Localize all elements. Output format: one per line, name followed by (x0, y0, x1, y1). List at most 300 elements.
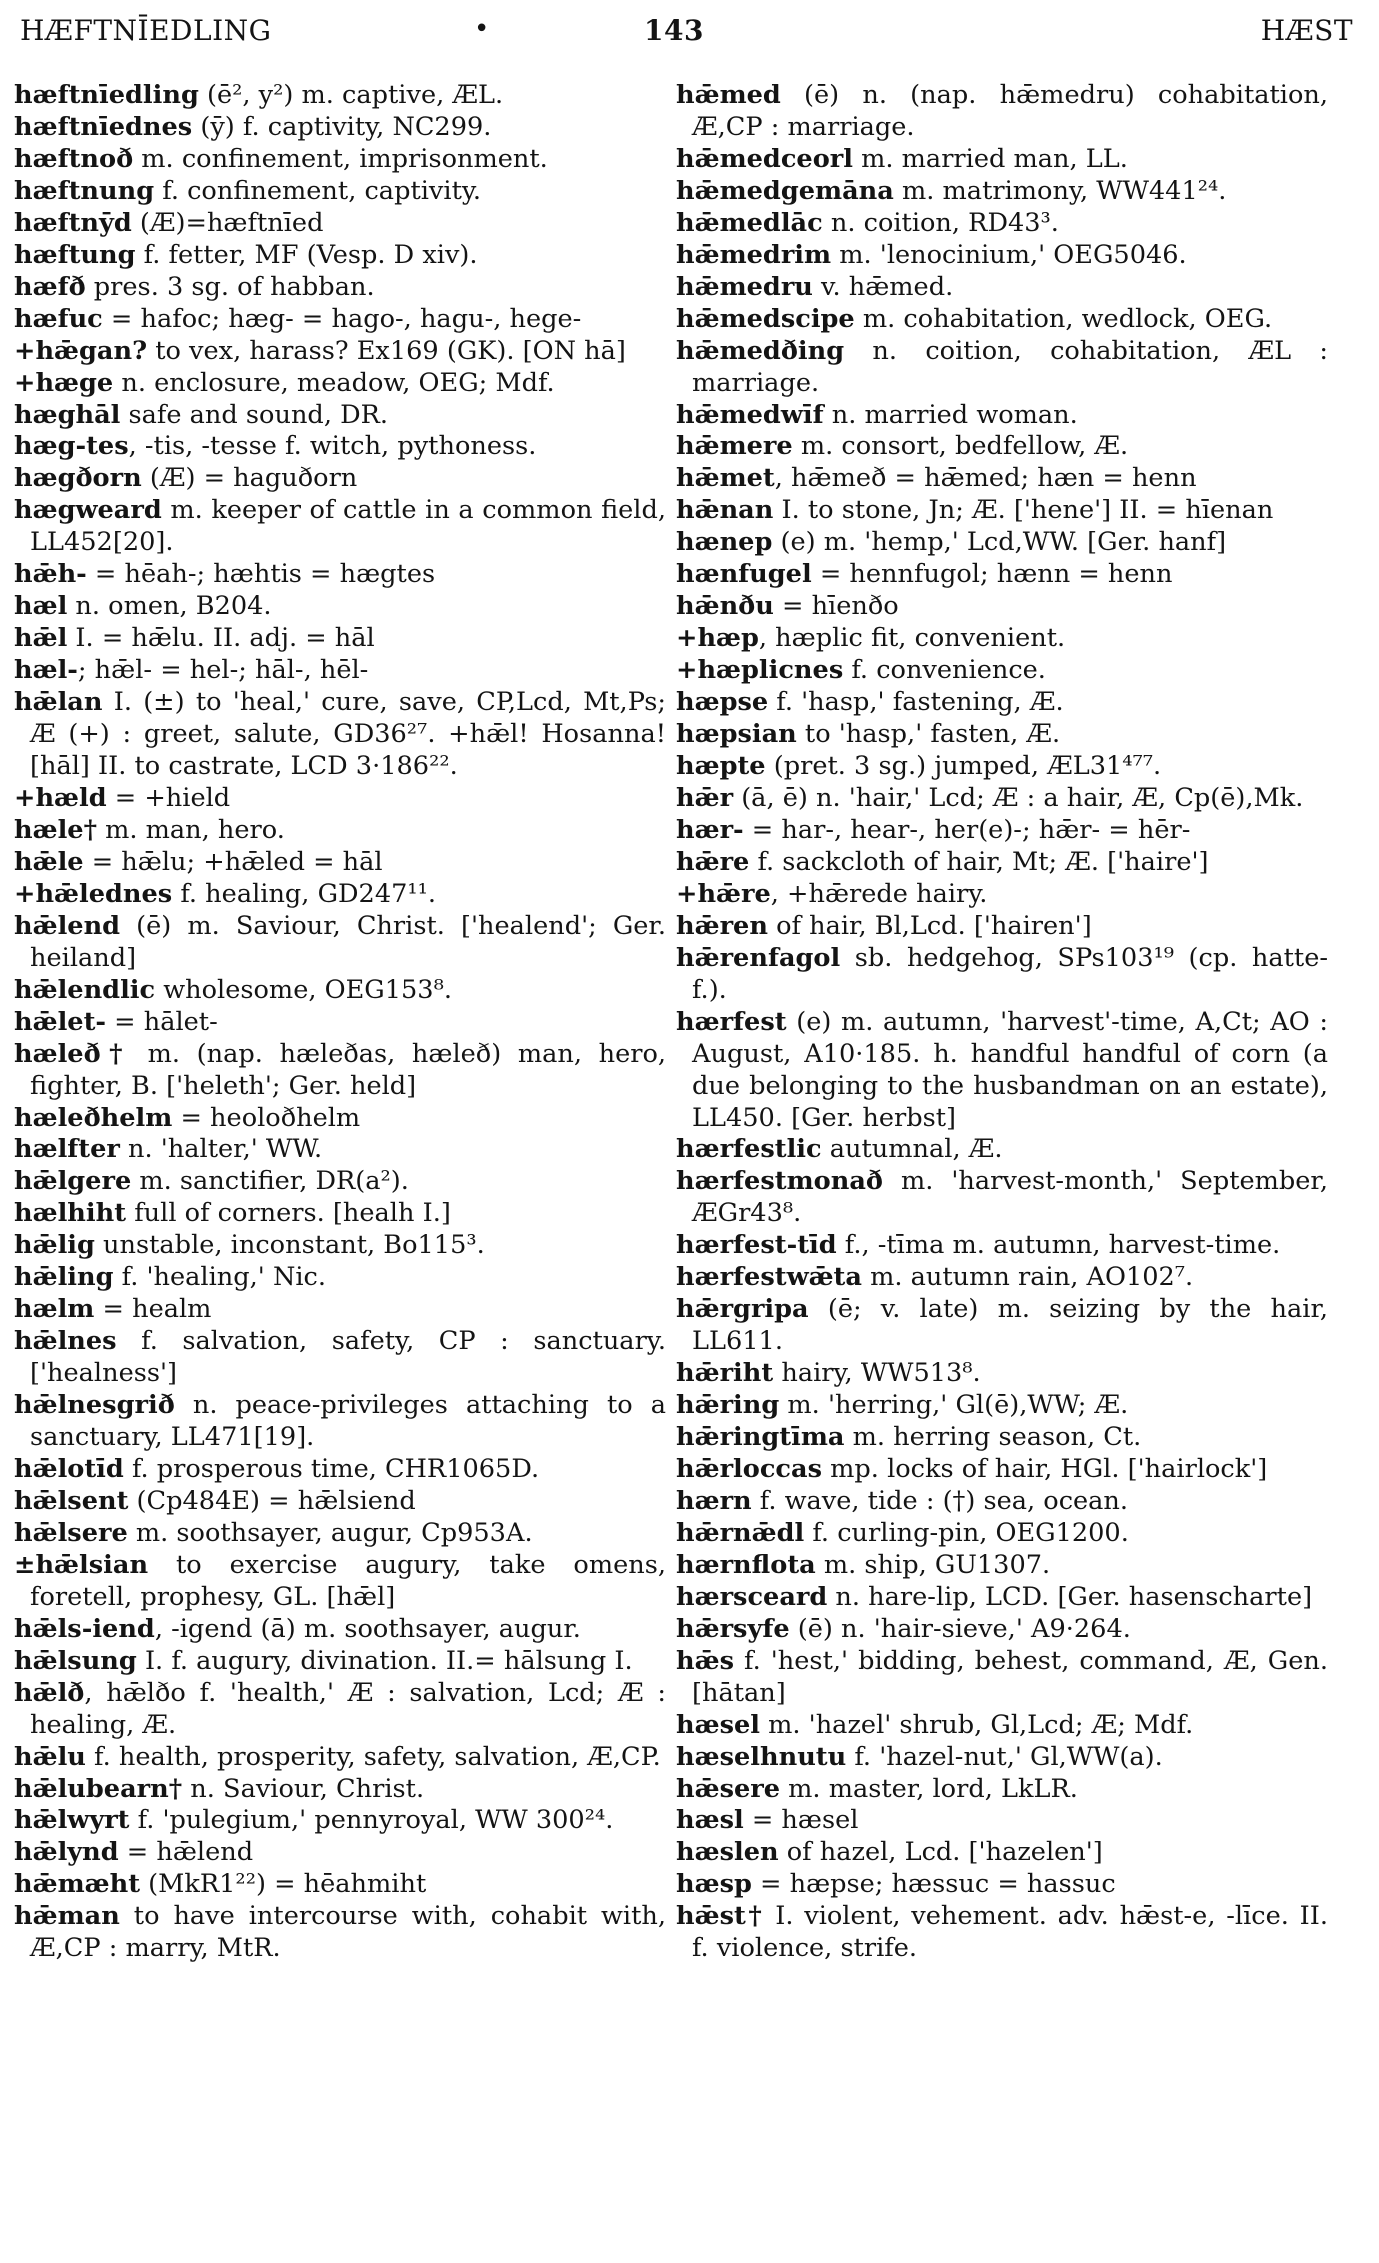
entry-definition: f. 'hest,' bidding, behest, command, Æ, Gen. [hātan] (692, 1645, 1328, 1708)
entry-definition: n. 'halter,' WW. (119, 1134, 323, 1165)
dictionary-entry (14, 495, 666, 559)
dictionary-entry (676, 879, 1328, 911)
entry-definition: m. cohabitation, wedlock, OEG. (854, 303, 1273, 334)
entry-definition: f. 'healing,' Nic. (113, 1262, 327, 1293)
entry-headword: hǣlet- (14, 1006, 107, 1037)
entry-headword: hǣh- (14, 559, 87, 590)
entry-definition: of hazel, Lcd. ['hazelen'] (778, 1837, 1103, 1868)
entry-headword: hǣlan (14, 687, 103, 718)
entry-headword: hǣrloccas (676, 1453, 823, 1484)
left-column (14, 80, 666, 1965)
entry-definition: sb. hedgehog, SPs103¹⁹ (cp. hatte-f.). (692, 942, 1328, 1005)
entry-definition: n. omen, B204. (67, 591, 272, 622)
dictionary-entry (676, 1262, 1328, 1294)
dictionary-entry (14, 847, 666, 879)
entry-definition: (ē) n. (nap. hǣmedru) cohabitation, Æ,CP : marriage. (692, 80, 1328, 142)
entry-headword: ±hǣlsian (14, 1549, 149, 1580)
entry-headword: hǣlubearn† (14, 1773, 183, 1804)
entry-headword: hægweard (14, 495, 162, 526)
entry-headword: hærn (676, 1485, 752, 1516)
dictionary-entry (14, 144, 666, 176)
entry-definition: , hǣlðo f. 'health,' Æ : salvation, Lcd; Æ : healing, Æ. (30, 1677, 666, 1740)
dictionary-entry (676, 1007, 1328, 1135)
entry-definition: n. hare-lip, LCD. [Ger. hasenscharte] (827, 1581, 1313, 1612)
entry-headword: hæl (14, 591, 68, 622)
entry-headword: hǣmedscipe (676, 303, 855, 334)
entry-headword: hǣle (14, 846, 84, 877)
dictionary-entry (14, 687, 666, 783)
dictionary-entry (14, 1166, 666, 1198)
entry-definition: to vex, harass? Ex169 (GK). [ON hā] (147, 335, 626, 366)
entry-headword: hǣlwyrt (14, 1805, 130, 1836)
entry-headword: hæfð (14, 271, 86, 302)
dictionary-entry (14, 1869, 666, 1901)
entry-definition: = hǣlend (118, 1837, 254, 1868)
entry-headword: hæpte (676, 751, 766, 782)
entry-definition: I. (±) to 'heal,' cure, save, CP,Lcd, Mt,Ps; Æ (+) : greet, salute, GD36²⁷. +hǣl! Hosanna! [hāl] II. to castrate, LCD 3·186²². (30, 687, 666, 782)
entry-headword: hǣlynd (14, 1837, 119, 1868)
entry-definition: = hæpse; hæssuc = hassuc (751, 1869, 1116, 1900)
dictionary-entry (676, 1358, 1328, 1390)
dictionary-entry (14, 911, 666, 975)
entry-headword: hǣlu (14, 1741, 86, 1772)
entry-headword: hǣmet (676, 463, 775, 494)
entry-headword: +hæplicnes (676, 655, 844, 686)
dictionary-entry (676, 687, 1328, 719)
entry-headword: hǣlendlic (14, 974, 156, 1005)
dictionary-entry (676, 1901, 1328, 1965)
dictionary-entry (676, 272, 1328, 304)
entry-definition: (e) m. 'hemp,' Lcd,WW. [Ger. hanf] (772, 527, 1227, 558)
entry-definition: to have intercourse with, cohabit with, Æ,CP : marry, MtR. (30, 1901, 666, 1964)
dictionary-entry (676, 240, 1328, 272)
entry-headword: hǣr (676, 782, 734, 813)
dictionary-entry (676, 1742, 1328, 1774)
entry-headword: +hǣre (676, 878, 771, 909)
entry-headword: hænfugel (676, 559, 812, 590)
dictionary-entry (14, 1742, 666, 1774)
entry-headword: hǣlotīd (14, 1453, 124, 1484)
entry-headword: hǣlnesgrið (14, 1390, 175, 1421)
dictionary-entry (676, 463, 1328, 495)
entry-headword: hǣmedru (676, 271, 813, 302)
entry-definition: f. convenience. (843, 655, 1046, 686)
dictionary-entry (14, 463, 666, 495)
entry-definition: = healm (94, 1294, 212, 1325)
dictionary-entry (676, 911, 1328, 943)
dictionary-entry (676, 1230, 1328, 1262)
entry-headword: hǣlnes (14, 1326, 117, 1357)
entry-headword: hǣren (676, 910, 768, 941)
dictionary-entry (14, 1007, 666, 1039)
entry-headword: hæsel (676, 1709, 760, 1740)
entry-definition: n. peace-privileges attaching to a sanctuary, LL471[19]. (30, 1390, 666, 1453)
entry-headword: hæfuc (14, 303, 103, 334)
entry-definition: = hafoc; hæg- = hago-, hagu-, hege- (102, 303, 582, 334)
entry-definition: = heoloðhelm (172, 1102, 361, 1133)
dictionary-entry (14, 623, 666, 655)
entry-definition: n. enclosure, meadow, OEG; Mdf. (113, 367, 555, 398)
entry-headword: hærfestmonað (676, 1166, 883, 1197)
entry-definition: (Cp484E) = hǣlsiend (128, 1485, 416, 1516)
dictionary-entry (14, 783, 666, 815)
dictionary-entry (14, 431, 666, 463)
entry-definition: , -tis, -tesse f. witch, pythoness. (128, 431, 537, 462)
entry-headword: hæleð† (14, 1038, 131, 1069)
entry-headword: hǣrgripa (676, 1294, 809, 1325)
entry-definition: m. herring season, Ct. (844, 1422, 1142, 1453)
header-first-word: HÆFTNĪEDLING (20, 14, 272, 47)
entry-definition: (pret. 3 sg.) jumped, ÆL31⁴⁷⁷. (765, 751, 1162, 782)
entry-headword: hæsl (676, 1805, 744, 1836)
dictionary-entry (14, 1486, 666, 1518)
right-column (676, 80, 1328, 1965)
entry-headword: hælm (14, 1294, 95, 1325)
entry-definition: = hæsel (743, 1805, 859, 1836)
entry-headword: hægðorn (14, 463, 142, 494)
entry-headword: hæg-tes (14, 431, 129, 462)
dictionary-entry (676, 847, 1328, 879)
entry-definition: n. coition, cohabitation, ÆL : marriage. (692, 335, 1328, 398)
entry-definition: m. keeper of cattle in a common field, LL452[20]. (30, 495, 666, 558)
entry-definition: m. 'harvest-month,' September, ÆGr43⁸. (692, 1166, 1328, 1229)
entry-definition: ; hǣl- = hel-; hāl-, hēl- (77, 655, 369, 686)
entry-definition: (Æ) = haguðorn (141, 463, 358, 494)
entry-headword: hǣlsung (14, 1645, 137, 1676)
entry-headword: hǣsere (676, 1773, 781, 1804)
entry-definition: (e) m. autumn, 'harvest'-time, A,Ct; AO : August, A10·185. h. handful handful of corn (a due belonging to the husbandman on an estate), LL450. [Ger. herbst] (692, 1006, 1328, 1133)
dictionary-entry (676, 783, 1328, 815)
entry-headword: hǣlð (14, 1677, 85, 1708)
entry-headword: hǣlgere (14, 1166, 132, 1197)
dictionary-entry (14, 1134, 666, 1166)
entry-headword: hærsceard (676, 1581, 828, 1612)
dictionary-entry (676, 591, 1328, 623)
entry-headword: +hǣlednes (14, 878, 173, 909)
dictionary-entry (14, 304, 666, 336)
dictionary-entry (14, 1039, 666, 1103)
entry-headword: hæftnīednes (14, 111, 193, 142)
dictionary-entry (676, 1454, 1328, 1486)
entry-definition: m. married man, LL. (852, 143, 1128, 174)
dictionary-entry (14, 176, 666, 208)
entry-headword: hǣst† (676, 1901, 765, 1932)
dictionary-entry (676, 1614, 1328, 1646)
dictionary-entry (676, 1166, 1328, 1230)
dictionary-entry (676, 144, 1328, 176)
entry-definition: I. = hǣlu. II. adj. = hāl (67, 623, 375, 654)
entry-definition: I. to stone, Jn; Æ. ['hene'] II. = hīenan (773, 495, 1274, 526)
entry-definition: (ȳ) f. captivity, NC299. (192, 111, 492, 142)
entry-headword: hǣmedwīf (676, 399, 824, 430)
entry-headword: hæghāl (14, 399, 121, 430)
entry-headword: hǣringtīma (676, 1422, 845, 1453)
entry-headword: hǣmere (676, 431, 793, 462)
entry-headword: hæftnung (14, 175, 155, 206)
dictionary-entry (676, 1869, 1328, 1901)
entry-headword: hær- (676, 814, 744, 845)
header-ornament: • (474, 14, 490, 44)
entry-headword: hǣlsent (14, 1485, 129, 1516)
dictionary-entry (14, 1198, 666, 1230)
entry-definition: f. sackcloth of hair, Mt; Æ. ['haire'] (749, 846, 1209, 877)
entry-definition: n. married woman. (823, 399, 1078, 430)
entry-definition: wholesome, OEG153⁸. (155, 974, 452, 1005)
entry-definition: = +hield (106, 782, 231, 813)
entry-headword: hǣring (676, 1390, 780, 1421)
entry-definition: = hǣlu; +hǣled = hāl (83, 846, 383, 877)
entry-definition: = hālet- (106, 1006, 218, 1037)
entry-headword: hærfestlic (676, 1134, 822, 1165)
entry-definition: m. consort, bedfellow, Æ. (792, 431, 1129, 462)
entry-headword: hǣrsyfe (676, 1613, 790, 1644)
entry-definition: , hǣmeð = hǣmed; hæn = henn (774, 463, 1197, 494)
dictionary-entry (676, 1582, 1328, 1614)
dictionary-entry (14, 655, 666, 687)
entry-definition: to exercise augury, take omens, foretell, prophesy, GL. [hǣl] (30, 1549, 666, 1612)
dictionary-entry (14, 1901, 666, 1965)
dictionary-entry (14, 1774, 666, 1806)
entry-headword: hǣnðu (676, 591, 774, 622)
dictionary-entry (676, 176, 1328, 208)
entry-headword: hæleðhelm (14, 1102, 173, 1133)
entry-definition: pres. 3 sg. of habban. (85, 271, 375, 302)
dictionary-entry (14, 559, 666, 591)
entry-definition: of hair, Bl,Lcd. ['hairen'] (767, 910, 1092, 941)
entry-definition: = hennfugol; hænn = henn (811, 559, 1173, 590)
dictionary-entry (676, 304, 1328, 336)
entry-definition: f. fetter, MF (Vesp. D xiv). (135, 239, 478, 270)
entry-definition: mp. locks of hair, HGl. ['hairlock'] (822, 1453, 1268, 1484)
dictionary-entry (676, 1774, 1328, 1806)
entry-headword: hǣs (676, 1645, 734, 1676)
dictionary-entry (14, 1262, 666, 1294)
entry-definition: (ē) m. Saviour, Christ. ['healend'; Ger. heiland] (30, 910, 666, 973)
dictionary-entry (676, 1646, 1328, 1710)
entry-definition: m. 'hazel' shrub, Gl,Lcd; Æ; Mdf. (759, 1709, 1194, 1740)
entry-headword: +hæge (14, 367, 114, 398)
entry-headword: hǣmæht (14, 1869, 141, 1900)
dictionary-entry (676, 1550, 1328, 1582)
dictionary-entry (676, 495, 1328, 527)
entry-headword: +hæld (14, 782, 107, 813)
entry-headword: hǣlig (14, 1230, 95, 1261)
dictionary-entry (676, 400, 1328, 432)
entry-definition: n. Saviour, Christ. (182, 1773, 425, 1804)
dictionary-entry (14, 208, 666, 240)
dictionary-entry (676, 1805, 1328, 1837)
entry-definition: = hīenðo (773, 591, 899, 622)
entry-definition: m. ship, GU1307. (815, 1549, 1051, 1580)
dictionary-entry (14, 1103, 666, 1135)
dictionary-entry (676, 719, 1328, 751)
dictionary-entry (676, 1486, 1328, 1518)
entry-definition: n. coition, RD43³. (822, 207, 1059, 238)
entry-headword: hæslen (676, 1837, 779, 1868)
entry-definition: (ē) n. 'hair-sieve,' A9·264. (789, 1613, 1131, 1644)
dictionary-entry (14, 1230, 666, 1262)
entry-headword: hǣmed (676, 80, 781, 110)
dictionary-entry (14, 368, 666, 400)
entry-definition: f. confinement, captivity. (154, 175, 482, 206)
dictionary-entry (676, 431, 1328, 463)
dictionary-entry (14, 336, 666, 368)
entry-definition: unstable, inconstant, Bo115³. (94, 1230, 485, 1261)
entry-headword: hǣriht (676, 1358, 774, 1389)
dictionary-entry (676, 1422, 1328, 1454)
entry-headword: hǣmedlāc (676, 207, 823, 238)
entry-headword: hǣman (14, 1901, 120, 1932)
dictionary-entry (676, 208, 1328, 240)
entry-definition: f. 'hasp,' fastening, Æ. (768, 687, 1064, 718)
entry-headword: hæl- (14, 655, 78, 686)
entry-definition: f., -tīma m. autumn, harvest-time. (836, 1230, 1281, 1261)
entry-definition: f. curling-pin, OEG1200. (804, 1517, 1129, 1548)
dictionary-entry (676, 559, 1328, 591)
dictionary-entry (676, 815, 1328, 847)
entry-headword: hærnflota (676, 1549, 816, 1580)
entry-definition: , +hǣrede hairy. (770, 878, 988, 909)
entry-definition: f. 'hazel-nut,' Gl,WW(a). (846, 1741, 1163, 1772)
entry-headword: hǣls-iend (14, 1613, 155, 1644)
entry-headword: hæftnoð (14, 143, 134, 174)
entry-definition: (ē², y²) m. captive, ÆL. (198, 80, 504, 110)
dictionary-entry (676, 751, 1328, 783)
dictionary-entry (14, 1805, 666, 1837)
entry-definition: f. wave, tide : (†) sea, ocean. (751, 1485, 1129, 1516)
entry-headword: hǣnan (676, 495, 774, 526)
entry-definition: m. soothsayer, augur, Cp953A. (127, 1517, 533, 1548)
entry-definition: m. autumn rain, AO102⁷. (861, 1262, 1194, 1293)
entry-headword: hæpse (676, 687, 769, 718)
entry-definition: (ā, ē) n. 'hair,' Lcd; Æ : a hair, Æ, Cp(ē),Mk. (733, 782, 1304, 813)
header-last-word: HÆST (1260, 14, 1353, 47)
page-header (16, 14, 1363, 54)
entry-definition: I. violent, vehement. adv. hǣst-e, -līce. II. f. violence, strife. (692, 1901, 1328, 1964)
entry-headword: hǣrenfagol (676, 942, 841, 973)
entry-definition: f. 'pulegium,' pennyroyal, WW 300²⁴. (129, 1805, 614, 1836)
entry-definition: f. prosperous time, CHR1065D. (123, 1453, 540, 1484)
entry-definition: f. salvation, safety, CP : sanctuary. ['healness'] (30, 1326, 666, 1389)
entry-definition: m. confinement, imprisonment. (133, 143, 548, 174)
entry-headword: hæftung (14, 239, 136, 270)
entry-headword: hæpsian (676, 719, 797, 750)
entry-headword: hǣmedgemāna (676, 175, 894, 206)
dictionary-entry (676, 655, 1328, 687)
dictionary-entry (14, 400, 666, 432)
entry-definition: full of corners. [healh I.] (126, 1198, 451, 1229)
entry-definition: hairy, WW513⁸. (773, 1358, 981, 1389)
entry-definition: f. health, prosperity, safety, salvation, Æ,CP. (85, 1741, 661, 1772)
entry-definition: autumnal, Æ. (821, 1134, 1003, 1165)
entry-headword: hǣling (14, 1262, 114, 1293)
entry-definition: m. sanctifier, DR(a²). (131, 1166, 409, 1197)
dictionary-entry (14, 1294, 666, 1326)
entry-definition: (ē; v. late) m. seizing by the hair, LL611. (692, 1294, 1328, 1357)
entry-definition: m. man, hero. (96, 814, 285, 845)
entry-headword: hæsp (676, 1869, 752, 1900)
entry-definition: m. 'herring,' Gl(ē),WW; Æ. (779, 1390, 1129, 1421)
entry-headword: hǣmedðing (676, 335, 845, 366)
entry-definition: (MkR1²²) = hēahmiht (140, 1869, 427, 1900)
dictionary-entry (676, 1294, 1328, 1358)
entry-definition: v. hǣmed. (812, 271, 954, 302)
dictionary-entry (14, 240, 666, 272)
dictionary-entry (14, 815, 666, 847)
dictionary-entry (676, 1134, 1328, 1166)
entry-headword: hænep (676, 527, 773, 558)
entry-definition: to 'hasp,' fasten, Æ. (796, 719, 1061, 750)
entry-headword: hæftnīedling (14, 80, 199, 110)
entry-headword: hæftnȳd (14, 207, 132, 238)
entry-definition: , hæplic fit, convenient. (758, 623, 1066, 654)
dictionary-entry (14, 1518, 666, 1550)
page-number: 143 (644, 14, 704, 47)
entry-definition: = har-, hear-, her(e)-; hǣr- = hēr- (743, 814, 1191, 845)
dictionary-entry (676, 527, 1328, 559)
entry-headword: hæle† (14, 814, 97, 845)
dictionary-entry (14, 1614, 666, 1646)
dictionary-entry (676, 336, 1328, 400)
entry-definition: m. matrimony, WW441²⁴. (893, 175, 1227, 206)
entry-definition: = hēah-; hæhtis = hægtes (86, 559, 436, 590)
entry-definition: safe and sound, DR. (120, 399, 389, 430)
entry-headword: +hǣgan? (14, 335, 148, 366)
dictionary-entry (14, 591, 666, 623)
dictionary-entry (676, 80, 1328, 144)
entry-headword: hǣrnǣdl (676, 1517, 805, 1548)
entry-headword: hǣmedceorl (676, 143, 853, 174)
entry-headword: hærfest-tīd (676, 1230, 837, 1261)
entry-definition: m. 'lenocinium,' OEG5046. (831, 239, 1187, 270)
dictionary-entry (14, 80, 666, 112)
dictionary-entry (14, 1454, 666, 1486)
dictionary-entry (676, 1518, 1328, 1550)
entry-headword: +hæp (676, 623, 759, 654)
dictionary-entry (14, 1837, 666, 1869)
dictionary-entry (676, 1710, 1328, 1742)
dictionary-entry (14, 975, 666, 1007)
entry-headword: hǣre (676, 846, 750, 877)
entry-headword: hǣlsere (14, 1517, 128, 1548)
dictionary-entry (14, 1646, 666, 1678)
entry-headword: hælfter (14, 1134, 120, 1165)
dictionary-entry (14, 272, 666, 304)
dictionary-entry (14, 1678, 666, 1742)
entry-definition: , -igend (ā) m. soothsayer, augur. (154, 1613, 581, 1644)
dictionary-entry (14, 1326, 666, 1390)
dictionary-entry (676, 1390, 1328, 1422)
dictionary-entry (14, 1390, 666, 1454)
entry-definition: (Æ)=hæftnīed (131, 207, 324, 238)
entry-definition: m. (nap. hæleðas, hæleð) man, hero, fighter, B. ['heleth'; Ger. held] (30, 1038, 666, 1101)
entry-definition: f. healing, GD247¹¹. (172, 878, 437, 909)
dictionary-entry (676, 943, 1328, 1007)
dictionary-entry (14, 879, 666, 911)
entry-headword: hǣlend (14, 910, 121, 941)
dictionary-entry (676, 1837, 1328, 1869)
entry-definition: I. f. augury, divination. II.= hālsung I. (136, 1645, 633, 1676)
entry-headword: hærfest (676, 1006, 787, 1037)
entry-headword: hǣmedrim (676, 239, 832, 270)
entry-headword: hærfestwǣta (676, 1262, 862, 1293)
entry-headword: hælhiht (14, 1198, 127, 1229)
entry-definition: m. master, lord, LkLR. (780, 1773, 1078, 1804)
dictionary-entry (676, 623, 1328, 655)
entry-headword: hæselhnutu (676, 1741, 847, 1772)
entry-headword: hǣl (14, 623, 68, 654)
dictionary-entry (14, 1550, 666, 1614)
